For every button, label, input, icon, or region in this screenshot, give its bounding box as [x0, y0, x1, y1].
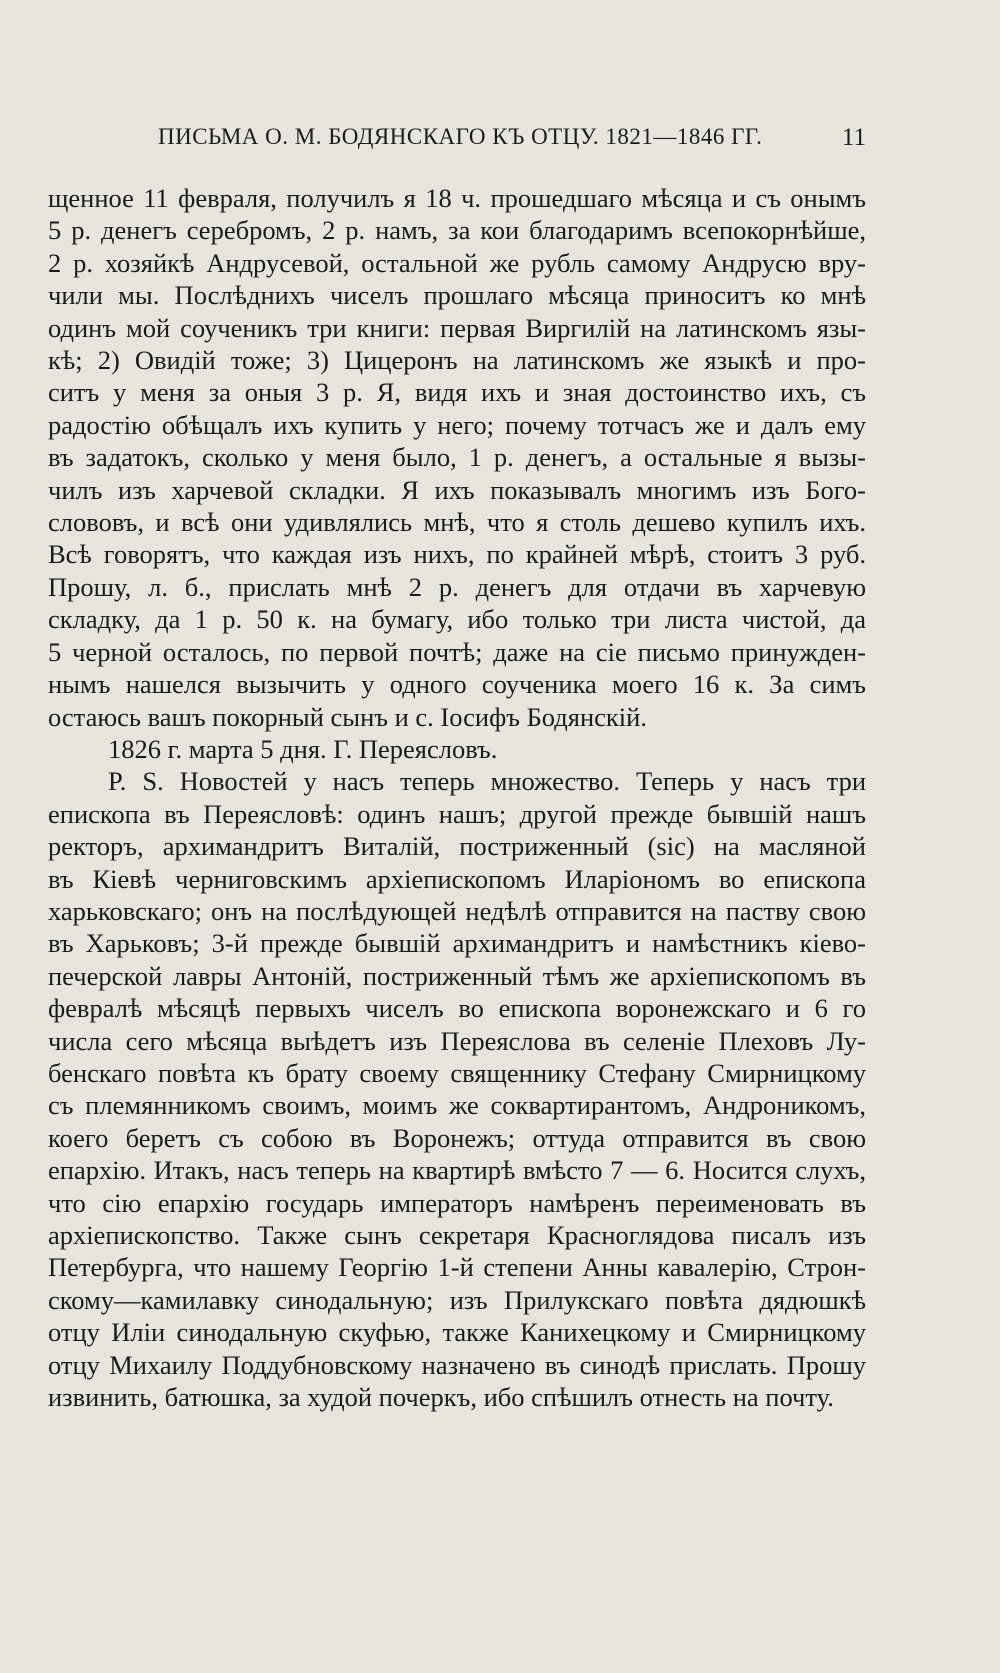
text-line: 2 р. хозяйкѣ Андрусевой, остальной же рубль самому Андрусю вру-	[48, 247, 866, 278]
text-line: съ племянникомъ своимъ, моимъ же соквартирантомъ, Андроникомъ,	[48, 1090, 866, 1121]
text-line: въ Кіевѣ черниговскимъ архіепископомъ Иларіономъ во епископа	[48, 863, 866, 894]
text-line: 5 черной осталось, по первой почтѣ; даже на сіе письмо принужден-	[48, 636, 866, 667]
text-line: отцу Михаилу Поддубновскому назначено въ синодѣ прислать. Прошу	[48, 1349, 866, 1380]
text-line: Петербурга, что нашему Георгію 1-й степени Анны кавалерію, Строн-	[48, 1252, 866, 1283]
paragraph-postscript	[48, 765, 866, 1413]
text-line: ситъ у меня за оныя 3 р. Я, видя ихъ и зная достоинство ихъ, съ	[48, 377, 866, 408]
text-line: въ задатокъ, сколько у меня было, 1 р. денегъ, а остальные я вызы-	[48, 442, 866, 473]
text-line: Прошу, л. б., прислать мнѣ 2 р. денегъ для отдачи въ харчевую	[48, 571, 866, 602]
text-line: извинить, батюшка, за худой почеркъ, ибо спѣшилъ отнесть на почту.	[48, 1382, 834, 1413]
text-line: скому—камилавку синодальную; изъ Прилукскаго повѣта дядюшкѣ	[48, 1284, 866, 1315]
paragraph-letter-body	[48, 182, 866, 733]
text-line: архіепископство. Также сынъ секретаря Красноглядова писалъ изъ	[48, 1220, 866, 1250]
page-number: 11	[841, 124, 866, 151]
running-title: ПИСЬМА О. М. БОДЯНСКАГО КЪ ОТЦУ. 1821—1846 ГГ.	[158, 124, 763, 149]
text-line: печерской лавры Антоній, постриженный тѣмъ же архіепископомъ въ	[48, 960, 866, 991]
text-line: одинъ мой соученикъ три книги: первая Виргилій на латинскомъ язы-	[48, 312, 866, 343]
text-line: епархію. Итакъ, насъ теперь на квартирѣ вмѣсто 7 — 6. Носится слухъ,	[48, 1155, 866, 1186]
text-line: Всѣ говорятъ, что каждая изъ нихъ, по крайней мѣрѣ, стоитъ 3 руб.	[48, 539, 866, 570]
body-text	[48, 182, 866, 1413]
text-line: чилъ изъ харчевой складки. Я ихъ показывалъ многимъ изъ Бого-	[48, 474, 866, 505]
text-line: остаюсь вашъ покорный сынъ и с. Іосифъ Бодянскій.	[48, 701, 647, 732]
text-line: 5 р. денегъ серебромъ, 2 р. намъ, за кои благодаримъ всепокорнѣйше,	[48, 215, 866, 246]
text-line: что сію епархію государь императоръ намѣренъ переименовать въ	[48, 1187, 866, 1218]
text-line: слововъ, и всѣ они удивлялись мнѣ, что я столь дешево купилъ ихъ.	[48, 507, 866, 538]
text-line: февралѣ мѣсяцѣ первыхъ чиселъ во епископа воронежскаго и 6 го	[48, 993, 866, 1024]
text-line: въ Харьковъ; 3-й прежде бывшій архимандритъ и намѣстникъ кіево-	[48, 928, 866, 959]
text-line: радостію обѣщалъ ихъ купить у него; почему тотчасъ же и далъ ему	[48, 409, 866, 440]
text-line: харьковскаго; онъ на послѣдующей недѣлѣ отправится на паству свою	[48, 895, 866, 926]
text-line: числа сего мѣсяца выѣдетъ изъ Переяслова въ селеніе Плеховъ Лу-	[48, 1025, 866, 1056]
text-line: чили мы. Послѣднихъ чиселъ прошлаго мѣсяца приноситъ ко мнѣ	[48, 280, 866, 311]
text-line: епископа въ Переясловѣ: одинъ нашъ; другой прежде бывшій нашъ	[48, 798, 866, 829]
text-line: нымъ нашелся вызычить у одного соученика моего 16 к. За симъ	[48, 669, 866, 700]
text-line: кѣ; 2) Овидій тоже; 3) Цицеронъ на латинскомъ же языкѣ и про-	[48, 345, 866, 376]
text-line: складку, да 1 р. 50 к. на бумагу, ибо только три листа чистой, да	[48, 604, 866, 635]
text-line: ректоръ, архимандритъ Виталій, постриженный (sic) на масляной	[48, 831, 866, 862]
text-line: бенскаго повѣта къ брату своему священнику Стефану Смирницкому	[48, 1057, 866, 1088]
text-line: P. S. Новостей у насъ теперь множество. Теперь у насъ три	[108, 766, 866, 797]
text-line: коего беретъ съ собою въ Воронежъ; оттуда отправится въ свою	[48, 1122, 866, 1153]
dateline: 1826 г. марта 5 дня. Г. Переясловъ.	[108, 733, 498, 764]
text-line: щенное 11 февраля, получилъ я 18 ч. прошедшаго мѣсяца и съ онымъ	[48, 183, 866, 213]
page-header	[48, 124, 866, 160]
text-line: отцу Иліи синодальную скуфью, также Канихецкому и Смирницкому	[48, 1317, 866, 1348]
